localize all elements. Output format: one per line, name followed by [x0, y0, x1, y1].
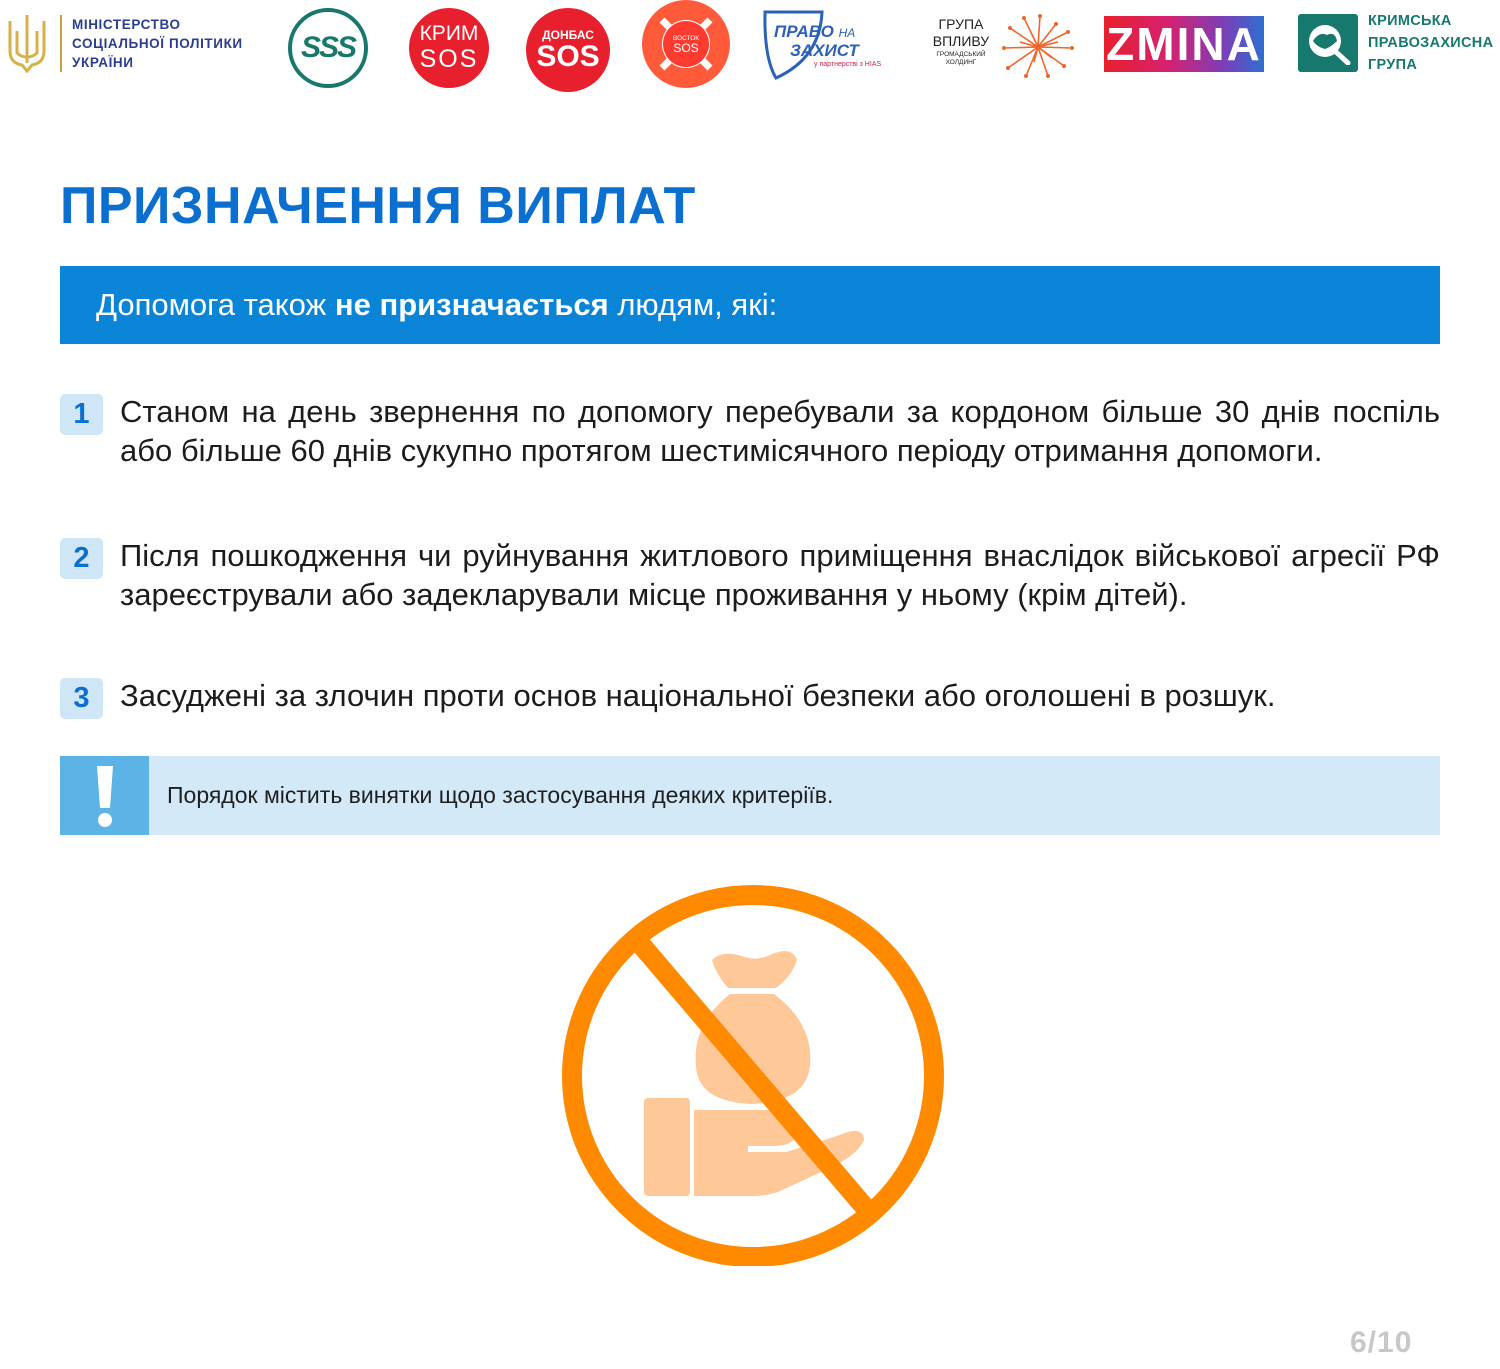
item-text: Після пошкодження чи руйнування житлового приміщення внаслідок військової агресії РФ зареєстрували або задекларували місце проживання у ньому (крім дітей). — [120, 538, 1440, 612]
ministry-line2: СОЦІАЛЬНОЇ ПОЛІТИКИ — [72, 35, 243, 51]
ministry-line1: МІНІСТЕРСТВО — [72, 16, 181, 32]
pravo-line1-small: НА — [838, 26, 856, 40]
banner-suffix: людям, які: — [608, 287, 778, 322]
pravo-na-zakhyst-logo — [762, 8, 892, 84]
vplyvu-line2: ВПЛИВУ — [932, 33, 990, 49]
vplyvu-line4: ХОЛДИНГ — [945, 59, 977, 66]
vostok-sos-line2: SOS — [673, 41, 699, 55]
partner-logos-bar — [0, 0, 1500, 100]
intro-banner — [60, 266, 1440, 344]
zmina-logo-text: ZMINA — [1106, 18, 1262, 70]
krym-sos-logo — [409, 8, 489, 88]
item-text: Станом на день звернення по допомогу перебували за кордоном більше 30 днів поспіль або більше 60 днів сукупно протягом шестимісячного періоду отримання допомоги. — [120, 394, 1440, 468]
banner-prefix: Допомога також — [96, 287, 335, 322]
ministry-line3: УКРАЇНИ — [72, 54, 134, 70]
sss-logo — [288, 8, 368, 88]
vplyvu-line1: ГРУПА — [938, 16, 984, 32]
vostok-sos-line1: ВОСТОК — [672, 35, 700, 42]
item-number-badge: 2 — [60, 538, 103, 579]
donbas-sos-line1: ДОНБАС — [542, 27, 594, 42]
arrows-burst-icon — [998, 12, 1078, 82]
donbas-sos-logo — [526, 8, 610, 92]
note-text: Порядок містить винятки щодо застосування деяких критеріїв. — [167, 782, 834, 808]
pravo-line3: у партнерстві з HIAS — [814, 61, 882, 68]
vostok-sos-logo — [642, 0, 730, 88]
exclamation-icon — [60, 756, 149, 835]
krg-line2: ПРАВОЗАХИСНА — [1368, 35, 1494, 51]
item-text: Засуджені за злочин проти основ національної безпеки або оголошені в розшук. — [120, 678, 1276, 713]
trident-icon — [4, 11, 50, 75]
ministry-logo — [4, 10, 243, 76]
krg-line3: ГРУПА — [1368, 57, 1418, 73]
crimea-map-icon — [1298, 14, 1358, 72]
krym-sos-line2: SOS — [419, 45, 479, 73]
banner-bold: не призначається — [334, 287, 609, 322]
zmina-logo — [1104, 16, 1264, 72]
page-title: ПРИЗНАЧЕННЯ ВИПЛАТ — [60, 177, 696, 235]
vplyvu-line3: ГРОМАДСЬКИЙ — [936, 51, 986, 58]
donbas-sos-line2: SOS — [536, 39, 600, 73]
page-number: 6/10 — [1350, 1326, 1413, 1359]
no-money-icon — [552, 884, 954, 1266]
sss-logo-text: SSS — [300, 31, 356, 64]
item-number-badge: 3 — [60, 678, 103, 719]
crimean-human-rights-group-logo — [1298, 10, 1493, 76]
note-box — [60, 756, 1440, 835]
pravo-line1: ПРАВО — [774, 22, 834, 41]
krym-sos-line1: КРИМ — [419, 22, 479, 45]
pravo-line2: ЗАХИСТ — [790, 41, 859, 60]
krg-line1: КРИМСЬКА — [1368, 13, 1452, 29]
item-number-badge: 1 — [60, 394, 103, 435]
hrupa-vplyvu-logo — [918, 12, 1078, 82]
lifebuoy-icon — [642, 0, 730, 88]
